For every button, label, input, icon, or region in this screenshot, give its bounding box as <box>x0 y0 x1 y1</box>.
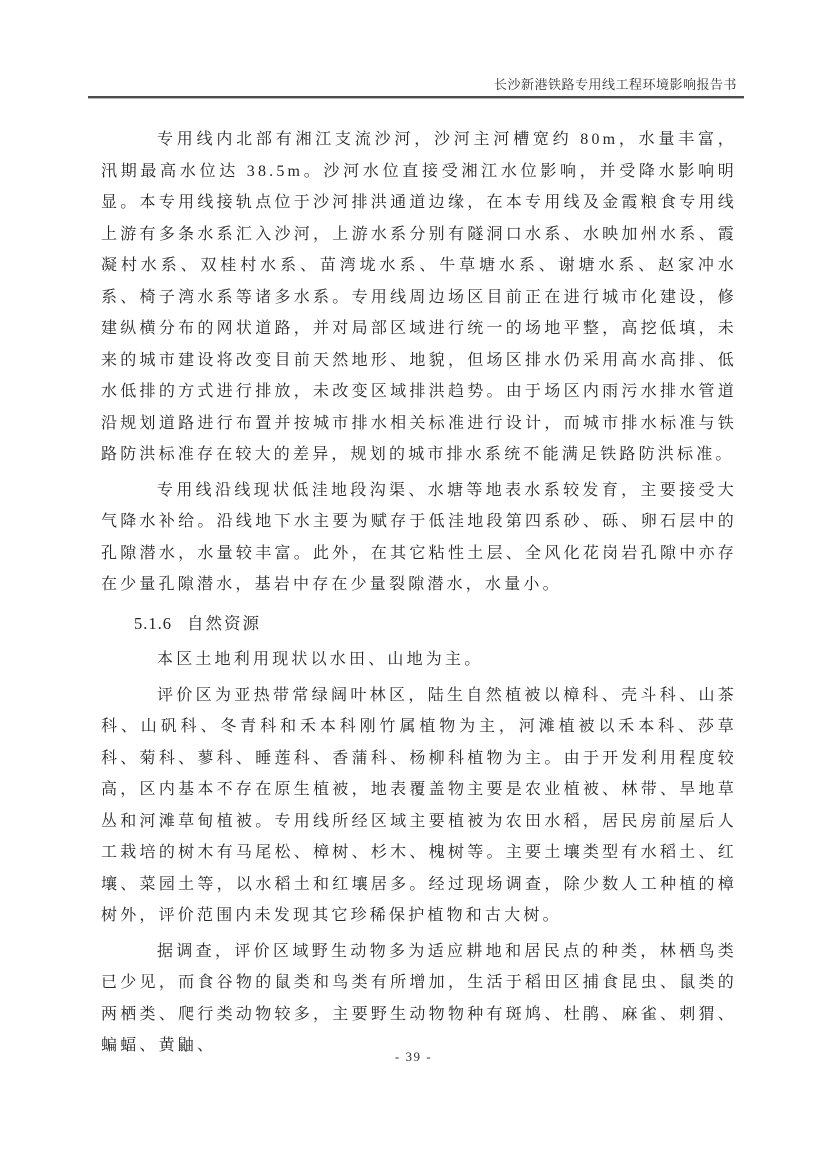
paragraph-wildlife: 据调查，评价区域野生动物多为适应耕地和居民点的种类，林栖鸟类已少见，而食谷物的鼠类和鸟类有所增加，生活于稻田区捕食昆虫、鼠类的两栖类、爬行类动物较多，主要野生动物物种有斑鸠、杜鹃、麻雀、刺猬、蝙蝠、黄鼬、 <box>101 942 737 1054</box>
section-heading-number: 5.1.6 <box>134 613 172 633</box>
page-footer <box>0 1048 827 1066</box>
header-title: 长沙新港铁路专用线工程环境影响报告书 <box>493 77 737 92</box>
section-heading <box>101 608 737 640</box>
document-body <box>101 124 737 1066</box>
page-number: - 39 - <box>394 1049 433 1064</box>
paragraph-groundwater: 专用线沿线现状低洼地段沟渠、水塘等地表水系较发育，主要接受大气降水补给。沿线地下水主要为赋存于低洼地段第四系砂、砾、卵石层中的孔隙潜水，水量较丰富。此外，在其它粘性土层、全风化花岗岩孔隙中亦存在少量孔隙潜水，基岩中存在少量裂隙潜水，水量小。 <box>101 481 737 593</box>
paragraph-land-use: 本区土地利用现状以水田、山地为主。 <box>157 651 484 668</box>
header-rule <box>88 96 744 98</box>
section-heading-title: 自然资源 <box>187 613 261 633</box>
paragraph-vegetation: 评价区为亚热带常绿阔叶林区，陆生自然植被以樟科、壳斗科、山茶科、山矾科、冬青科和禾本科刚竹属植物为主，河滩植被以禾本科、莎草科、菊科、蓼科、睡莲科、香蒲科、杨柳科植物为主。由于开发利用程度较高，区内基本不存在原生植被，地表覆盖物主要是农业植被、林带、旱地草丛和河滩草甸植被。专用线所经区域主要植被为农田水稻，居民房前屋后人工栽培的树木有马尾松、樟树、杉木、槐树等。主要土壤类型有水稻土、红壤、菜园土等，以水稻土和红壤居多。经过现场调查，除少数人工种植的樟树外，评价范围内未发现其它珍稀保护植物和古大树。 <box>101 686 737 924</box>
paragraph-hydrology: 专用线内北部有湘江支流沙河，沙河主河槽宽约 80m，水量丰富，汛期最高水位达 38.5m。沙河水位直接受湘江水位影响，并受降水影响明显。本专用线接轨点位于沙河排洪通道边缘，在本专用线及金霞粮食专用线上游有多条水系汇入沙河，上游水系分别有隧洞口水系、水映加州水系、霞凝村水系、双桂村水系、苗湾垅水系、牛草塘水系、谢塘水系、赵家冲水系、椅子湾水系等诸多水系。专用线周边场区目前正在进行城市化建设，修建纵横分布的网状道路，并对局部区域进行统一的场地平整，高挖低填，未来的城市建设将改变目前天然地形、地貌，但场区排水仍采用高水高排、低水低排的方式进行排放，未改变区域排洪趋势。由于场区内雨污水排水管道沿规划道路进行布置并按城市排水相关标准进行设计，而城市排水标准与铁路防洪标准存在较大的差异，规划的城市排水系统不能满足铁路防洪标准。 <box>101 131 737 463</box>
